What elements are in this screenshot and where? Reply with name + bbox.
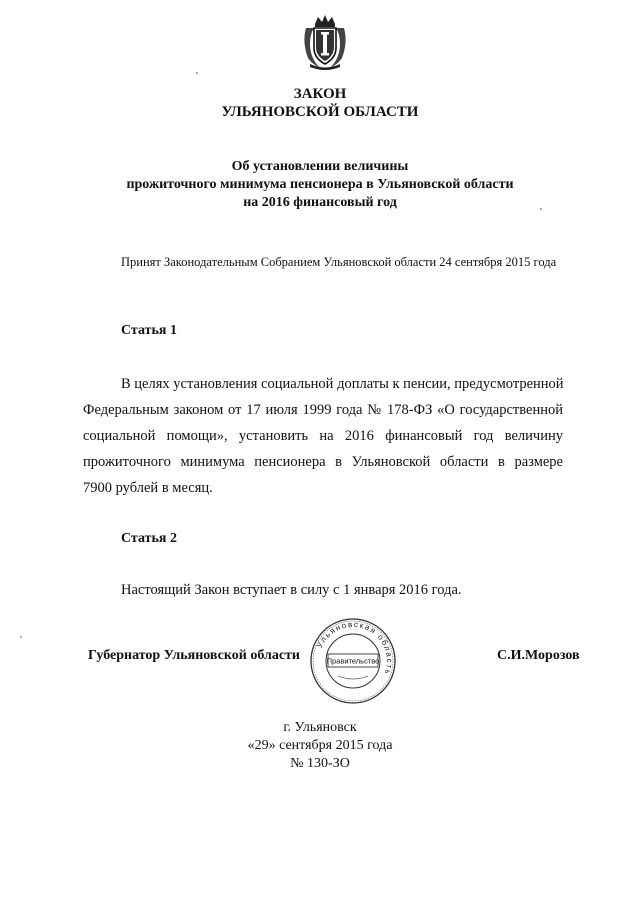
subject-line2: прожиточного минимума пенсионера в Ульяновской области	[126, 177, 514, 192]
article1-line: 7900 рублей в месяц.	[83, 480, 213, 496]
official-round-seal-icon	[308, 616, 398, 706]
article1-line: В целях установления социальной доплаты к пенсии, предусмотренной	[121, 376, 564, 392]
ulyanovsk-coat-of-arms-icon	[298, 14, 352, 70]
article1-heading: Статья 1	[121, 323, 177, 338]
scan-speck	[540, 208, 542, 210]
scan-speck	[20, 636, 22, 638]
subject-line3: на 2016 финансовый год	[243, 195, 397, 210]
subject-line1: Об установлении величины	[231, 159, 409, 174]
article1-line: прожиточного минимума пенсионера в Ульяновской области в размере	[83, 454, 563, 470]
law-title-line1: ЗАКОН	[293, 86, 347, 102]
article1-line: социальной помощи», установить на 2016 финансовый год величину	[83, 428, 563, 444]
law-number: № 130-ЗО	[290, 756, 350, 771]
signatory-name: С.И.Морозов	[497, 648, 580, 663]
article1-text	[83, 371, 563, 501]
seal-outer-text: Ульяновская область	[315, 619, 395, 677]
law-title-line2: УЛЬЯНОВСКОЙ ОБЛАСТИ	[221, 104, 419, 120]
article2-heading: Статья 2	[121, 531, 177, 546]
scan-speck	[196, 72, 198, 74]
article2-text: Настоящий Закон вступает в силу с 1 января 2016 года.	[121, 582, 462, 598]
signatory-position: Губернатор Ульяновской области	[88, 648, 300, 663]
signing-date: «29» сентября 2015 года	[247, 738, 393, 753]
article1-line: Федеральным законом от 17 июля 1999 года № 178-ФЗ «О государственной	[83, 402, 563, 418]
seal-center-text: Правительство	[326, 656, 380, 666]
adoption-note: Принят Законодательным Собранием Ульяновской области 24 сентября 2015 года	[121, 255, 557, 269]
place-of-signing: г. Ульяновск	[283, 720, 357, 735]
